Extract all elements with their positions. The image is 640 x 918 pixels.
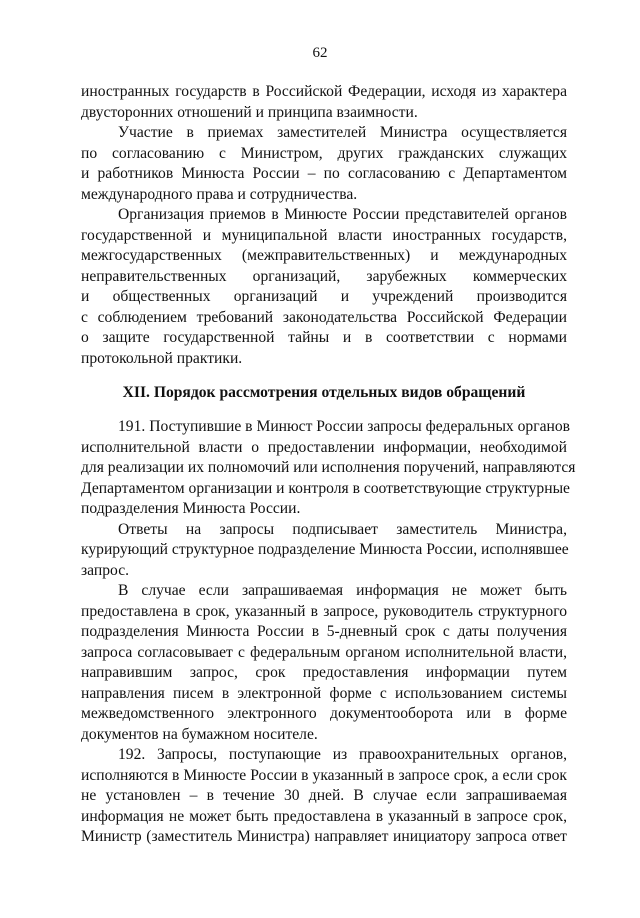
text-line: Ответы на запросы подписывает заместитель Министра, bbox=[118, 520, 567, 538]
section-before-heading bbox=[81, 82, 567, 369]
text-line: межгосударственных (межправительственных) и международных bbox=[81, 247, 567, 264]
paragraph bbox=[81, 417, 576, 520]
text-line: курирующий структурное подразделение Минюста России, исполнявшее bbox=[81, 541, 569, 558]
text-line: запроса согласовывает с федеральным органом исполнительной власти, bbox=[81, 643, 567, 661]
paragraph bbox=[81, 205, 567, 369]
text-line: 191. Поступившие в Минюст России запросы федеральных органов bbox=[118, 418, 571, 435]
text-line: государственной и муниципальной власти иностранных государств, bbox=[81, 226, 567, 244]
text-line: исполняются в Минюсте России в указанный в запросе срок, а если срок bbox=[81, 766, 567, 784]
text-line: неправительственных организаций, зарубежных коммерческих bbox=[81, 267, 567, 285]
text-line: Министр (заместитель Министра) направляет инициатору запроса ответ bbox=[81, 828, 567, 845]
paragraph bbox=[81, 123, 567, 205]
text-line: для реализации их полномочий или исполнения поручений, направляются bbox=[81, 459, 576, 476]
text-line: иностранных государств в Российской Федерации, исходя из характера bbox=[81, 83, 567, 100]
text-line: межведомственного электронного документооборота или в форме bbox=[81, 705, 567, 722]
text-line: с соблюдением требований законодательства Российской Федерации bbox=[81, 308, 567, 326]
section-heading: XII. Порядок рассмотрения отдельных видов обращений bbox=[122, 384, 526, 401]
text-line: направившим запрос, срок предоставления информации путем bbox=[81, 664, 567, 681]
page-number: 62 bbox=[312, 45, 328, 61]
paragraph bbox=[81, 745, 567, 848]
text-line: предоставлена в срок, указанный в запросе, руководитель структурного bbox=[81, 602, 567, 620]
text-line: Участие в приемах заместителей Министра осуществляется bbox=[118, 124, 567, 141]
paragraph bbox=[81, 82, 567, 123]
document-body bbox=[81, 82, 576, 848]
text-line: направления писем в электронной форме с использованием системы bbox=[81, 684, 567, 702]
text-line: информация не может быть предоставлена в указанный в запросе срок, bbox=[81, 807, 567, 825]
text-line: не установлен – в течение 30 дней. В случае если запрашиваемая bbox=[81, 787, 567, 804]
paragraph bbox=[81, 520, 567, 582]
text-line: двусторонних отношений и принципа взаимности. bbox=[81, 103, 418, 121]
text-line: исполнительной власти о предоставлении информации, необходимой bbox=[81, 438, 567, 456]
text-line: и работников Минюста России – по согласованию с Департаментом bbox=[81, 165, 567, 182]
text-line: документов на бумажном носителе. bbox=[81, 725, 318, 743]
text-line: протокольной практики. bbox=[81, 349, 243, 367]
text-line: Организация приемов в Минюсте России представителей органов bbox=[118, 206, 567, 223]
text-line: запрос. bbox=[81, 561, 130, 579]
text-line: Департаментом организации и контроля в соответствующие структурные bbox=[81, 479, 570, 497]
text-line: и общественных организаций и учреждений производится bbox=[81, 288, 567, 305]
text-line: подразделения Минюста России. bbox=[81, 500, 301, 517]
text-line: В случае если запрашиваемая информация не может быть bbox=[118, 582, 567, 599]
text-line: 192. Запросы, поступающие из правоохранительных органов, bbox=[118, 746, 567, 763]
text-line: международного права и сотрудничества. bbox=[81, 185, 358, 203]
text-line: по согласованию с Министром, других гражданских служащих bbox=[81, 144, 567, 162]
text-line: о защите государственной тайны и в соответствии с нормами bbox=[81, 329, 567, 346]
paragraph bbox=[81, 581, 567, 745]
text-line: подразделения Минюста России в 5-дневный срок с даты получения bbox=[81, 623, 567, 640]
section-xii-body bbox=[81, 417, 576, 848]
